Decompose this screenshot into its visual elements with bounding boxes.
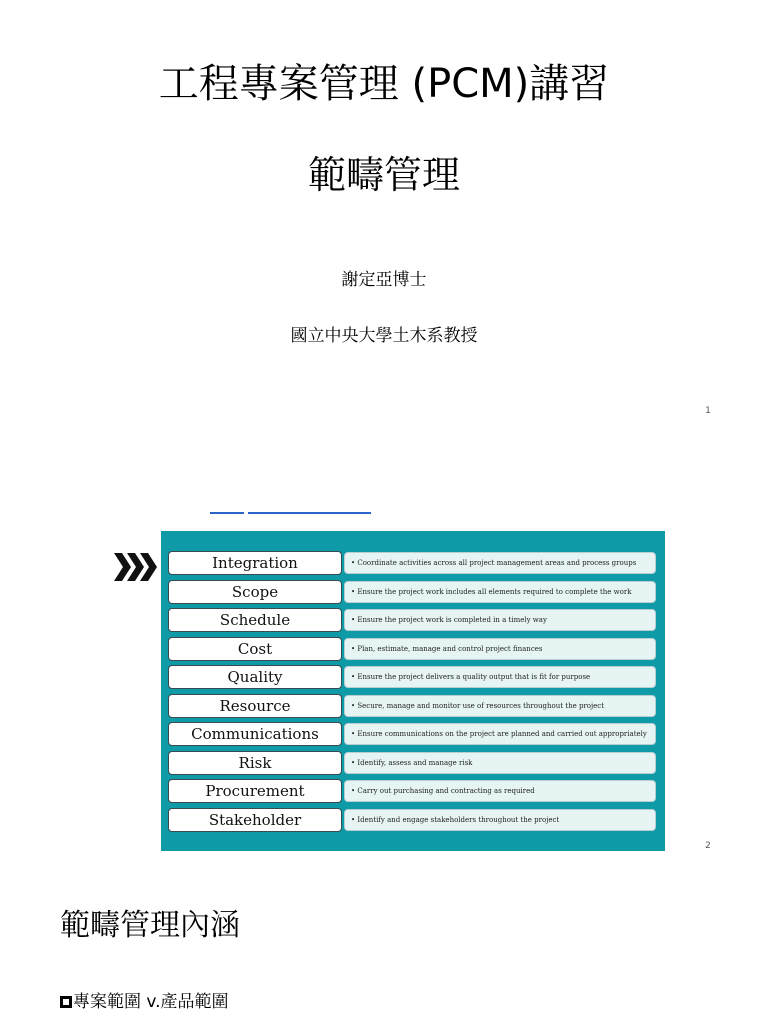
knowledge-area-row [168,722,656,746]
knowledge-area-label: Schedule [168,608,342,632]
triple-chevron-right-icon [114,550,158,584]
knowledge-area-row [168,580,656,604]
knowledge-area-label: Integration [168,551,342,575]
knowledge-area-row [168,608,656,632]
knowledge-area-row [168,808,656,832]
knowledge-area-description: • Ensure communications on the project are planned and carried out appropriately [344,723,656,745]
knowledge-area-description: • Plan, estimate, manage and control project finances [344,638,656,660]
knowledge-area-row [168,694,656,718]
knowledge-area-description: • Ensure the project delivers a quality output that is fit for purpose [344,666,656,688]
knowledge-area-label: Communications [168,722,342,746]
knowledge-area-description: • Identify and engage stakeholders throughout the project [344,809,656,831]
link-underline [248,512,371,514]
page-number: 2 [705,841,711,851]
hollow-square-bullet-icon [60,996,72,1008]
knowledge-area-label: Stakeholder [168,808,342,832]
link-underline [210,512,244,514]
knowledge-areas-panel [161,531,665,851]
bullet-item [60,990,229,1014]
knowledge-area-description: • Secure, manage and monitor use of resources throughout the project [344,695,656,717]
section-heading: 範疇管理內涵 [60,908,240,943]
knowledge-area-label: Cost [168,637,342,661]
knowledge-area-label: Scope [168,580,342,604]
bullet-text: 專案範圍 v.產品範圍 [73,992,229,1012]
knowledge-area-description: • Coordinate activities across all project management areas and process groups [344,552,656,574]
knowledge-area-description: • Identify, assess and manage risk [344,752,656,774]
document-title: 工程專案管理 (PCM)講習 [158,61,610,107]
knowledge-area-label: Quality [168,665,342,689]
knowledge-area-row [168,551,656,575]
knowledge-area-row [168,779,656,803]
knowledge-area-label: Resource [168,694,342,718]
knowledge-area-label: Risk [168,751,342,775]
knowledge-area-description: • Carry out purchasing and contracting as required [344,780,656,802]
page-number: 1 [705,406,711,416]
knowledge-area-description: • Ensure the project work is completed in a timely way [344,609,656,631]
knowledge-area-row [168,751,656,775]
knowledge-area-label: Procurement [168,779,342,803]
author-affiliation: 國立中央大學土木系教授 [290,326,478,346]
knowledge-area-row [168,637,656,661]
document-subtitle: 範疇管理 [307,153,460,197]
knowledge-area-description: • Ensure the project work includes all elements required to complete the work [344,581,656,603]
knowledge-area-row [168,665,656,689]
author-name: 謝定亞博士 [341,270,427,290]
